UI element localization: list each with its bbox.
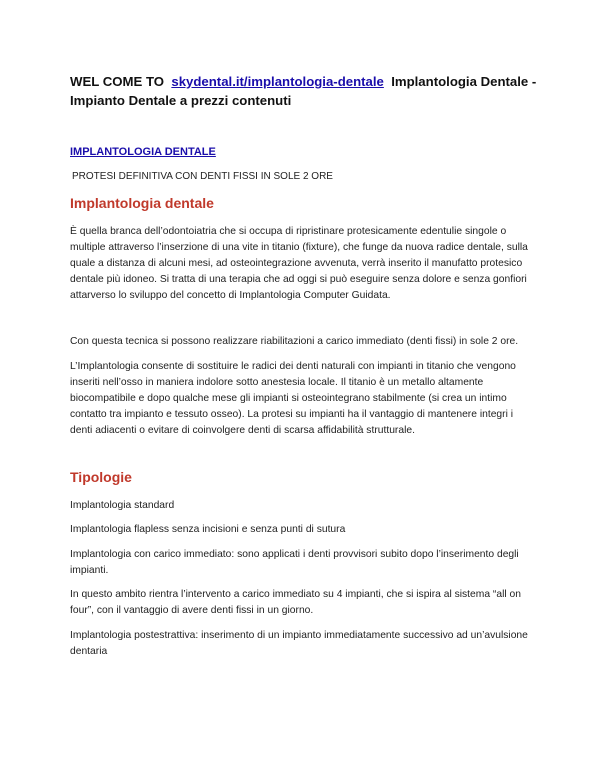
- header-link[interactable]: skydental.it/implantologia-dentale: [171, 74, 384, 89]
- list-item-standard: Implantologia standard: [70, 500, 175, 511]
- paragraph-tecnica: Con questa tecnica si possono realizzare riabilitazioni a carico immediato (denti fissi) in sole 2 ore.: [70, 336, 519, 347]
- list-item-carico-immediato: Implantologia con carico immediato: sono applicati i denti provvisori subito dopo l’inserimento degli impianti.: [70, 549, 519, 576]
- subheading: PROTESI DEFINITIVA CON DENTI FISSI IN SOLE 2 ORE: [72, 171, 333, 182]
- section-title-tipologie: Tipologie: [70, 469, 132, 485]
- list-item-all-on-four: In questo ambito rientra l’intervento a carico immediato su 4 impianti, che si ispira al sistema “all on four”, con il vantaggio di avere denti fissi in un giorno.: [70, 589, 521, 616]
- paragraph-titanio: L’Implantologia consente di sostituire le radici dei denti naturali con impianti in titanio che vengono inseriti nell’osso in maniera indolore sotto anestesia locale. Il titanio è un metallo altamente biocompatibile e dopo qualche mese gli impianti si osteointegrano stabilmente (si crea un intimo contatto tra impianto e tessuto osseo). La protesi su impianti ha il vantaggio di mantenere integri i denti adiacenti o evitare di coinvolgere denti di scarsa affidabilità strutturale.: [70, 361, 516, 436]
- header-prefix: WEL COME TO: [70, 74, 165, 89]
- list-item-flapless: Implantologia flapless senza incisioni e senza punti di sutura: [70, 524, 346, 535]
- page-header: [70, 72, 540, 110]
- section-title-implantologia: Implantologia dentale: [70, 195, 214, 211]
- header-suffix: Implantologia Dentale - Impianto Dentale a prezzi contenuti: [70, 74, 537, 108]
- list-item-postestrattiva: Implantologia postestrattiva: inserimento di un impianto immediatamente successivo ad un’avulsione dentaria: [70, 630, 528, 657]
- implantologia-link-heading[interactable]: IMPLANTOLOGIA DENTALE: [70, 146, 216, 158]
- paragraph-intro: È quella branca dell’odontoiatria che si occupa di ripristinare protesicamente edentulie singole o multiple attraverso l’inserzione di una vite in titanio (fixture), che funge da nuova radice dentale, sulla quale a distanza di alcuni mesi, ad osteointegrazione avvenuta, verrà inserito il manufatto protesico dentale più idoneo. Si tratta di una terapia che ad oggi si può eseguire senza dolore e senza gonfiori attarverso lo sviluppo del concetto di Implantologia Computer Guidata.: [70, 226, 528, 301]
